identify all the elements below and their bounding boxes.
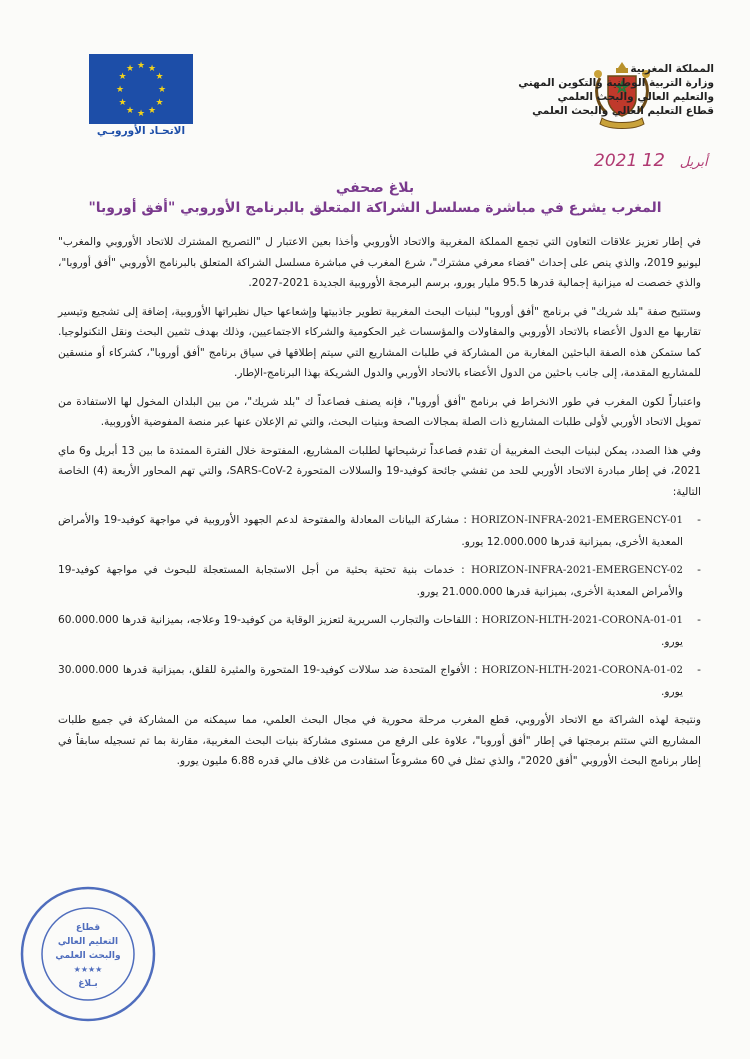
call-item xyxy=(58,610,701,652)
svg-text:★: ★ xyxy=(157,85,167,95)
ministry-header xyxy=(474,62,714,118)
svg-text:★: ★ xyxy=(155,98,164,108)
call-code: HORIZON-INFRA-2021-EMERGENCY-01 xyxy=(471,515,683,526)
bullet-dash: - xyxy=(697,564,701,576)
svg-text:★: ★ xyxy=(136,109,146,119)
svg-text:★: ★ xyxy=(118,72,127,82)
paragraph: في إطار تعزيز علاقات التعاون التي تجمع المملكة المغربية والاتحاد الأوروبي وأخذا بعين الاعتبار ل "التصريح المشترك للاتحاد الأوروبي والمغرب" ليونيو 2019، والذي ينص على إحداث "فضاء معرفي مشترك"، شرع المغرب في مباشرة مسلسل الشراكة المتعلق بالبرنامج الأوروبي "أفق أوروبا"، والذي خصصت له ميزانية إجمالية قدرها 95.5 مليار يورو، برسم البرمجة الأوروبية الجديدة 2021-2027. xyxy=(58,236,701,289)
document-body xyxy=(58,232,701,780)
ministry-line: قطاع التعليم العالي والبحث العلمي xyxy=(532,105,714,117)
stamp-stars: ★★★★ xyxy=(73,965,103,974)
date-month: أبريل xyxy=(679,155,708,170)
call-description: : خدمات بنية تحتية بحثية من أجل الاستجابة المستعجلة للبحوث في مواجهة كوفيد-19 والأمراض المعدية الأخرى، بميزانية قدرها 21.000.000 يورو. xyxy=(58,564,683,598)
call-item xyxy=(58,560,701,602)
closing-paragraph: ونتيجة لهذه الشراكة مع الاتحاد الأوروبي، قطع المغرب مرحلة محورية في مجال البحث العلمي، مما سيمكنه من المشاركة في جميع طلبات المشاريع التي ستتم برمجتها في إطار "أفق أوروبا"، علاوة على الرفع من مستوى مشاركة بنيات البحث المغربية، مقارنة بما تم تسجيله سابقاً في إطار برنامج البحث الأوروبي "أفق 2020"، والذي تمثل في 60 مشروعاً استفادت من غلاف مالي قدره 6.88 مليون يورو. xyxy=(58,714,701,767)
svg-text:★: ★ xyxy=(147,64,157,74)
press-release-subtitle: المغرب يشرع في مباشرة مسلسل الشراكة المتعلق بالبرنامج الأوروبي "أفق أوروبا" xyxy=(88,200,662,216)
stamp-line: والبحث العلمي xyxy=(55,951,121,961)
svg-text:★: ★ xyxy=(147,106,157,116)
date-day: 12 xyxy=(642,150,665,171)
stamp-line: التعليم العالي xyxy=(57,937,119,947)
ministry-line: والتعليم العالي والبحث العلمي xyxy=(557,91,714,103)
svg-text:★: ★ xyxy=(125,106,135,116)
svg-text:★: ★ xyxy=(115,85,125,95)
call-code: HORIZON-HLTH-2021-CORONA-01-02 xyxy=(481,665,683,676)
bullet-dash: - xyxy=(697,664,701,676)
call-code: HORIZON-HLTH-2021-CORONA-01-01 xyxy=(481,615,683,626)
official-stamp xyxy=(18,884,158,1024)
svg-text:المملكة المغربية وزارة التربية xyxy=(18,884,24,887)
date-year: 2021 xyxy=(594,151,638,171)
paragraph: وستتيح صفة "بلد شريك" في برنامج "أفق أوروبا" لبنيات البحث المغربية تطوير جاذبيتها وإشعاعها حيال نظيراتها الأوروبية، إضافة إلى تشجيع وتيسير تقاربها مع الدول الأعضاء بالاتحاد الأوروبي والمقاولات والمؤسسات غير الحكومية والشركاء الاجتماعيين، وذلك بهدف تثمين البحث ونقل التكنولوجيا. كما ستمكن هذه الصفة الباحثين المغاربة من المشاركة في طلبات المشاريع التي سيتم إطلاقها في سياق برنامج "أفق أوروبا"، كشركاء أو منسقين للمشاريع المقدمة، إلى جانب باحثين من الدول الأعضاء بالاتحاد الأوربي والدول الشريكة بهذا البرنامج-الإطار. xyxy=(58,305,701,379)
eu-flag-icon xyxy=(89,54,193,124)
ministry-line: المملكة المغربية xyxy=(630,63,714,75)
call-item xyxy=(58,510,701,552)
ministry-line: وزارة التربية الوطنية والتكوين المهني xyxy=(518,77,714,89)
bullet-dash: - xyxy=(697,514,701,526)
call-item xyxy=(58,660,701,702)
handwritten-date xyxy=(594,150,718,171)
bullet-dash: - xyxy=(697,614,701,626)
svg-text:★: ★ xyxy=(136,61,146,71)
stamp-line: بـلاغ xyxy=(78,979,98,989)
stamp-line: قطاع xyxy=(75,923,101,933)
paragraph: وفي هذا الصدد، يمكن لبنيات البحث المغربية أن تقدم فصاعداً ترشيحاتها لطلبات المشاريع، المفتوحة خلال الفترة الممتدة ما بين 13 أبريل و6 ماي 2021، في إطار مبادرة الاتحاد الأوربي للحد من تفشي جائحة كوفيد-19 والسلالات المتحورة SARS-CoV-2، والتي تهم المحاور الأربعة (4) الخاصة التالية: xyxy=(58,444,702,498)
eu-label: الاتحـاد الأوروبـي xyxy=(96,125,186,137)
call-code: HORIZON-INFRA-2021-EMERGENCY-02 xyxy=(471,565,683,576)
stamp-ring-text xyxy=(18,884,24,887)
press-release-title: بلاغ صحفي xyxy=(335,180,415,196)
paragraph: واعتباراً لكون المغرب في طور الانخراط في برنامج "أفق أوروبا"، فإنه يصنف فصاعداً ك "بلد شريك"، من بين البلدان المخول لها الاستفادة من تمويل الاتحاد الأوربي لأولى طلبات المشاريع ذات الصلة بمجالات الصحة وبنيات البحث، والتي تم الإعلان عنها عبر منصة المفوضية الأوروبية. xyxy=(58,395,701,428)
call-description: : الأفواج المتحدة ضد سلالات كوفيد-19 المتحورة والمثيرة للقلق، بميزانية قدرها 30.000.000 يورو. xyxy=(58,664,683,698)
svg-text:★: ★ xyxy=(155,72,164,82)
svg-text:★: ★ xyxy=(125,64,135,74)
call-description: : اللقاحات والتجارب السريرية لتعزيز الوقاية من كوفيد-19 وعلاجه، بميزانية قدرها 60.000.000 يورو. xyxy=(58,614,683,648)
call-description: : مشاركة البيانات المعادلة والمفتوحة لدعم الجهود الأوروبية في مواجهة كوفيد-19 والأمراض المعدية الأخرى، بميزانية قدرها 12.000.000 يورو. xyxy=(58,514,683,548)
svg-text:★: ★ xyxy=(118,98,127,108)
